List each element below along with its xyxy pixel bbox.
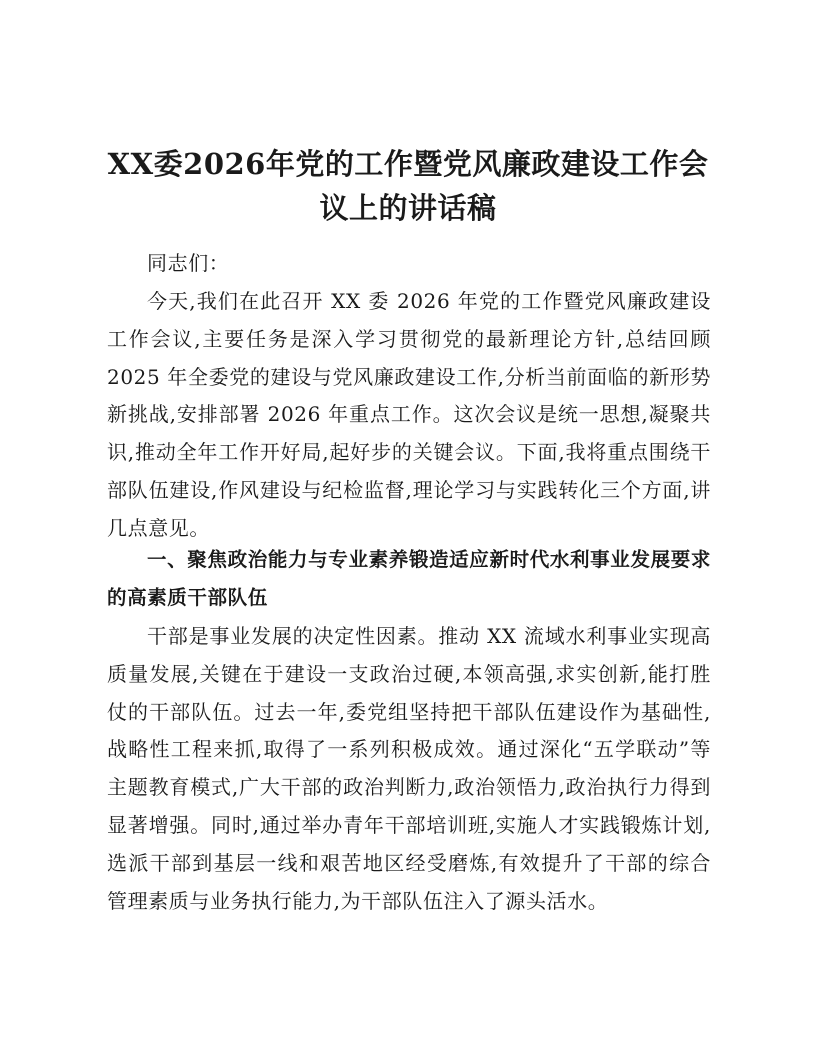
greeting-paragraph: 同志们： bbox=[147, 251, 230, 275]
intro-paragraph: 今天,我们在此召开 XX 委 2026 年党的工作暨党风廉政建设工作会议,主要任务是深入学习贯彻党的最新理论方针,总结回顾 2025 年全委党的建设与党风廉政建设工作,分析当前面临的新形势新挑战,安排部署 2026 年重点工作。这次会议是统一思想,凝聚共识,推动全年工作开好局,起好步的关键会议。下面,我将重点围绕干部队伍建设,作风建设与纪检监督,理论学习与实践转化三个方面,讲几点意见。 bbox=[107, 289, 711, 540]
document-title: XX委2026年党的工作暨党风廉政建设工作会议上的讲话稿 bbox=[107, 147, 709, 225]
section-heading: 一、聚焦政治能力与专业素养锻造适应新时代水利事业发展要求的高素质干部队伍 bbox=[107, 548, 711, 609]
body-paragraph: 干部是事业发展的决定性因素。推动 XX 流域水利事业实现高质量发展,关键在于建设一支政治过硬,本领高强,求实创新,能打胜仗的干部队伍。过去一年,委党组坚持把干部队伍建设作为基础性,战略性工程来抓,取得了一系列积极成效。通过深化“五学联动”等主题教育模式,广大干部的政治判断力,政治领悟力,政治执行力得到显著增强。同时,通过举办青年干部培训班,实施人才实践锻炼计划,选派干部到基层一线和艰苦地区经受磨炼,有效提升了干部的综合管理素质与业务执行能力,为干部队伍注入了源头活水。 bbox=[107, 624, 711, 913]
